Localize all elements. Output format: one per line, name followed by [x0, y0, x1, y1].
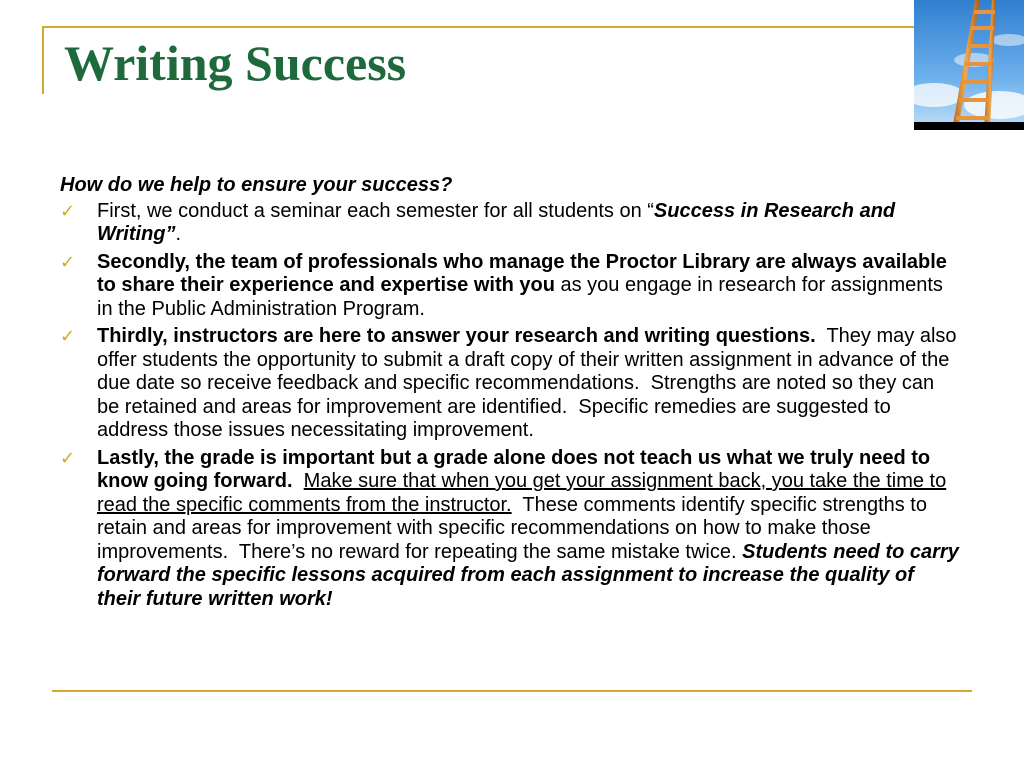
checkmark-icon: ✓: [60, 200, 76, 222]
bullet-item-grade: [60, 447, 960, 612]
slide-body: [60, 174, 960, 615]
bullet-1-seminar-title: Success in Research and Writing”: [97, 199, 896, 245]
ladder-sky-image: [914, 0, 1024, 130]
bullet-list: [60, 200, 960, 612]
bullet-4-closing: Students need to carry forward the specific lessons acquired from each assignment to increase the quality of their future written work!: [97, 540, 959, 610]
question-heading: How do we help to ensure your success?: [60, 174, 453, 196]
bullet-2-bold: Secondly, the team of professionals who manage the Proctor Library are always available to share their experience and expertise with you: [97, 250, 947, 296]
bullet-4-underlined: Make sure that when you get your assignment back, you take the time to read the specific comments from the instructor.: [97, 470, 947, 516]
bullet-1-intro: First, we conduct a seminar each semester for all students on “: [97, 199, 654, 222]
bullet-4-bold: Lastly, the grade is important but a grade alone does not teach us what we truly need to know going forward.: [97, 446, 931, 492]
bullet-1-end: .: [175, 223, 182, 245]
slide-title: Writing Success: [64, 35, 407, 91]
bullet-4-gap: [293, 470, 304, 492]
bullet-3-bold: Thirdly, instructors are here to answer your research and writing questions.: [97, 325, 816, 347]
bullet-item-instructors: [60, 325, 960, 443]
bullet-item-library: [60, 251, 960, 322]
bullet-item-seminar: [60, 200, 960, 247]
bottom-rule: [52, 690, 972, 692]
title-frame-top-rule: [42, 26, 914, 28]
checkmark-icon: ✓: [60, 447, 76, 469]
bullet-2-rest: as you engage in research for assignments in the Public Administration Program.: [97, 274, 943, 320]
bullet-4-rest: These comments identify specific strengths to retain and areas for improvement with specific recommendations on how to make those improvements. There’s no reward for repeating the same mistake twice.: [97, 493, 927, 563]
bullet-3-rest: They may also offer students the opportunity to submit a draft copy of their written assignment in advance of the due date so receive feedback and specific recommendations. Strengths are noted so they can be retained and areas for improvement are identified. Specific remedies are suggested to address those issues necessitating improvement.: [97, 325, 957, 441]
checkmark-icon: ✓: [60, 326, 76, 347]
checkmark-icon: ✓: [60, 251, 76, 273]
title-frame-left-rule: [42, 26, 44, 94]
